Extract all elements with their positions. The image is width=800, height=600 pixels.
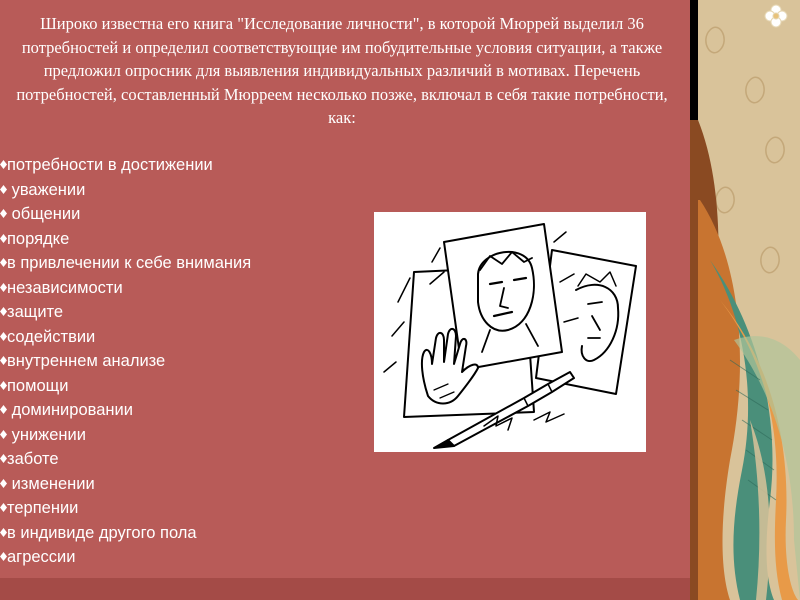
diamond-bullet-icon — [0, 283, 7, 292]
diamond-bullet-icon — [0, 209, 7, 218]
list-item: содействии — [0, 325, 251, 350]
ornament-graphic — [690, 0, 800, 600]
diamond-bullet-icon — [0, 234, 7, 243]
portraits-illustration — [374, 212, 646, 452]
list-item: защите — [0, 300, 251, 325]
diamond-bullet-icon — [0, 356, 7, 365]
list-item: терпении — [0, 496, 251, 521]
sketch-drawing — [374, 212, 646, 452]
diamond-bullet-icon — [0, 454, 7, 463]
diamond-bullet-icon — [0, 381, 7, 390]
list-item: уважении — [0, 178, 251, 203]
diamond-bullet-icon — [0, 528, 7, 537]
list-item: общении — [0, 202, 251, 227]
diamond-bullet-icon — [0, 405, 7, 414]
list-item: независимости — [0, 276, 251, 301]
list-item: изменении — [0, 472, 251, 497]
diamond-bullet-icon — [0, 307, 7, 316]
decorative-side-panel — [690, 0, 800, 600]
diamond-bullet-icon — [0, 503, 7, 512]
diamond-bullet-icon — [0, 479, 7, 488]
intro-paragraph: Широко известна его книга "Исследование личности", в которой Мюррей выделил 36 потребностей и определил соответствующие им побудительные условия ситуации, а также предложил опросник для выявления индивидуальных различий в мотивах. Перечень потребностей, составленный Мюрреем несколько позже, включал в себя такие потребности, как: — [16, 14, 668, 127]
list-item: внутреннем анализе — [0, 349, 251, 374]
list-item: доминировании — [0, 398, 251, 423]
list-item: в привлечении к себе внимания — [0, 251, 251, 276]
diamond-bullet-icon — [0, 430, 7, 439]
diamond-bullet-icon — [0, 552, 7, 561]
list-item: заботе — [0, 447, 251, 472]
list-item: потребности в достижении — [0, 153, 251, 178]
list-item: унижении — [0, 423, 251, 448]
diamond-bullet-icon — [0, 185, 7, 194]
slide-bottom-strip — [0, 578, 690, 600]
list-item: агрессии — [0, 545, 251, 570]
list-item: порядке — [0, 227, 251, 252]
needs-list — [0, 153, 251, 570]
diamond-bullet-icon — [0, 332, 7, 341]
diamond-bullet-icon — [0, 160, 7, 169]
list-item: в индивиде другого пола — [0, 521, 251, 546]
list-item: помощи — [0, 374, 251, 399]
diamond-bullet-icon — [0, 258, 7, 267]
